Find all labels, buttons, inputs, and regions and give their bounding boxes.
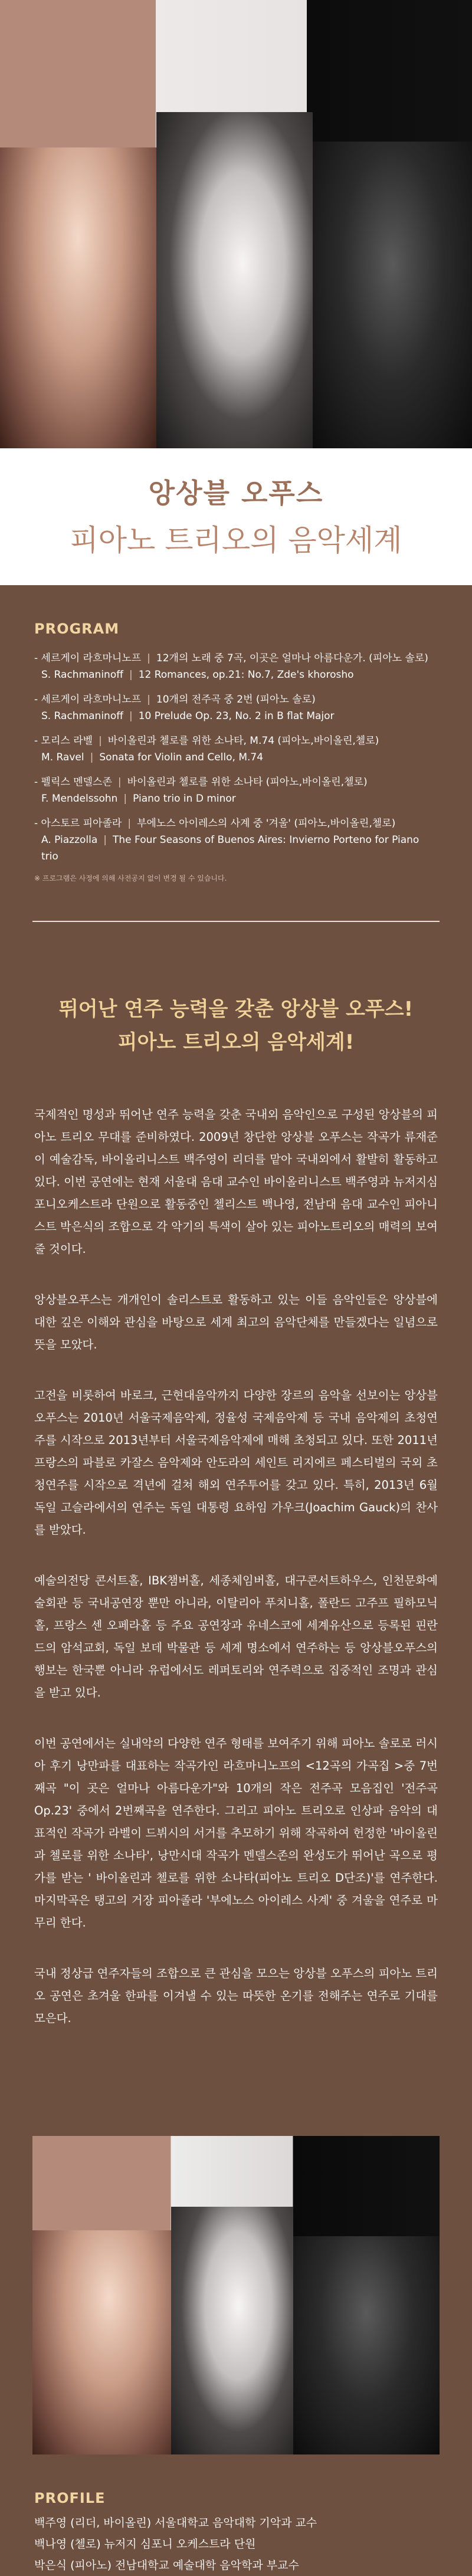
separator: | <box>147 652 150 664</box>
program-heading: PROGRAM <box>34 621 120 637</box>
ensemble-photo <box>32 2136 440 2454</box>
profile-line: 박은식 (피아노) 전남대학교 예술대학 음악학과 부교수 <box>34 2559 299 2572</box>
body-paragraph: 국내 정상급 연주자들의 조합으로 큰 관심을 모으는 앙상블 오푸스의 피아노 트리오 공연은 초겨울 한파를 이겨낼 수 있는 따뜻한 온기를 전해주는 연주로 기대를 모은다. <box>34 1967 438 2025</box>
separator: | <box>147 694 150 705</box>
separator: | <box>129 710 133 722</box>
concert-subtitle: 피아노 트리오의 음악세계 <box>70 523 402 557</box>
body-paragraph: 고전을 비롯하여 바로크, 근현대음악까지 다양한 장르의 음악을 선보이는 앙상블오푸스는 2010년 서울국제음악제, 정율성 국제음악제 등 국내 음악제의 초청연주를 시작으로 2013년부터 서울국제음악제에 매해 초청되고 있다. 또한 2011년 프랑스의 파블로 카잘스 음악제와 안도라의 세인트 리지에르 페스티벌의 국외 초청연주를 시작으로 격년에 걸쳐 해외 연주투어를 갖고 있다. 특히, 2013년 6월 독일 고슬라에서의 연주는 독일 대통령 요하임 가우크(Joachim Gauck)의 찬사를 받았다. <box>34 1389 438 1537</box>
title-band <box>0 448 472 585</box>
violinist-portrait <box>32 2230 171 2454</box>
program-composer-ko: - 세르게이 라흐마니노프 <box>34 694 142 705</box>
cellist-portrait <box>171 2207 293 2454</box>
headline-line-2: 피아노 트리오의 음악세계! <box>117 1031 355 1054</box>
separator: | <box>117 776 122 788</box>
violinist-portrait <box>0 147 156 448</box>
pianist-portrait <box>313 142 472 448</box>
profile-section <box>0 2454 472 2576</box>
program-work-en: 12 Romances, op.21: No.7, Zde's khorosho <box>138 669 354 681</box>
profile-heading: PROFILE <box>34 2490 106 2506</box>
program-composer-en: S. Rachmaninoff <box>41 710 123 722</box>
program-work-en: Piano trio in D minor <box>133 793 236 805</box>
program-item <box>34 815 438 865</box>
program-item <box>34 691 438 724</box>
intro-body <box>0 1104 472 2030</box>
program-composer-ko: - 펠릭스 멘델스존 <box>34 776 112 788</box>
body-paragraph: 예술의전당 콘서트홀, IBK챔버홀, 세종체임버홀, 대구콘서트하우스, 인천문화예술회관 등 국내공연장 뿐만 아니라, 이탈리아 푸치니홀, 폴란드 고주프 필하모닉홀, 프랑스 센 오페라홀 등 주요 공연장과 유네스코에 세계유산으로 등록된 핀란드의 암석교회, 독일 보데 박물관 등 세계 명소에서 연주하는 등 앙상블오푸스의 행보는 한국뿐 아니라 유럽에서도 레퍼토리와 연주력으로 집중적인 조명과 관심을 받고 있다. <box>34 1574 438 1699</box>
separator: | <box>99 735 102 747</box>
separator: | <box>90 752 94 763</box>
separator: | <box>129 669 133 681</box>
program-section <box>0 585 472 883</box>
program-work-en: Sonata for Violin and Cello, M.74 <box>99 752 264 763</box>
program-change-note: ※ 프로그램은 사정에 의해 사전공지 없이 변경 될 수 있습니다. <box>34 874 227 882</box>
program-composer-ko: - 세르게이 라흐마니노프 <box>34 652 142 664</box>
intro-headline <box>0 993 472 1059</box>
program-work-ko: 12개의 노래 중 7곡, 이곳은 얼마나 아름다운가. (피아노 솔로) <box>156 652 428 664</box>
program-work-ko: 바이올린과 첼로를 위한 소나타, M.74 (피아노,바이올린,첼로) <box>107 735 379 747</box>
headline-line-1: 뛰어난 연주 능력을 갖춘 앙상블 오푸스! <box>58 997 414 1021</box>
program-work-ko: 바이올린과 첼로를 위한 소나타 (피아노,바이올린,첼로) <box>127 776 368 788</box>
body-paragraph: 앙상블오푸스는 개개인이 솔리스트로 활동하고 있는 이들 음악인들은 앙상블에 대한 깊은 이해와 관심을 바탕으로 세계 최고의 음악단체를 만들겠다는 일념으로 뜻을 모았다. <box>34 1293 438 1351</box>
separator: | <box>123 793 127 805</box>
section-divider <box>32 921 440 922</box>
program-work-ko: 10개의 전주곡 중 2번 (피아노 솔로) <box>156 694 316 705</box>
program-composer-ko: - 아스토르 피아졸라 <box>34 818 122 829</box>
program-composer-en: F. Mendelssohn <box>41 793 118 805</box>
program-composer-en: S. Rachmaninoff <box>41 669 123 681</box>
program-item <box>34 733 438 766</box>
program-work-en: The Four Seasons of Buenos Aires: Invierno Porteno for Piano trio <box>41 834 419 862</box>
profile-line: 백주영 (리더, 바이올린) 서울대학교 음악대학 기악과 교수 <box>34 2516 317 2529</box>
body-paragraph: 이번 공연에서는 실내악의 다양한 연주 형태를 보여주기 위해 피아노 솔로로 러시아 후기 낭만파를 대표하는 작곡가인 라흐마니노프의 <12곡의 가곡집 >중 7번째곡 "이 곳은 얼마나 아름다운가"와 10개의 작은 전주곡 모음집인 '전주곡 Op.23' 중에서 2번째곡을 연주한다. 그리고 피아노 트리오로 인상파 음악의 대표적인 작곡가 라벨이 드뷔시의 서거를 추모하기 위해 작곡하여 헌정한 '바이올린과 첼로를 위한 소나타', 낭만시대 작곡가 멘델스존의 완성도가 뛰어난 곡으로 평가를 받는 ' 바이올린과 첼로를 위한 소나타(피아노 트리오 D단조)'를 연주한다. 마지막곡은 탱고의 거장 피아졸라 '부에노스 아이레스 사계' 중 겨울을 연주로 마무리 한다. <box>34 1737 438 1929</box>
separator: | <box>103 834 107 846</box>
program-composer-ko: - 모리스 라벨 <box>34 735 93 747</box>
separator: | <box>127 818 132 829</box>
program-work-en: 10 Prelude Op. 23, No. 2 in B flat Major <box>138 710 335 722</box>
program-work-ko: 부에노스 아이레스의 사계 중 '겨울' (피아노,바이올린,첼로) <box>137 818 396 829</box>
program-item <box>34 774 438 807</box>
program-composer-en: A. Piazzolla <box>41 834 98 846</box>
profile-line: 백나영 (첼로) 뉴저지 심포니 오케스트라 단원 <box>34 2538 256 2551</box>
cellist-portrait <box>156 112 313 448</box>
hero-photo <box>0 0 472 448</box>
program-composer-en: M. Ravel <box>41 752 84 763</box>
ensemble-title: 앙상블 오푸스 <box>148 477 324 509</box>
program-item <box>34 650 438 683</box>
body-paragraph: 국제적인 명성과 뛰어난 연주 능력을 갖춘 국내외 음악인으로 구성된 앙상블의 피아노 트리오 무대를 준비하였다. 2009년 창단한 앙상블 오푸스는 작곡가 류재준이 예술감독, 바이올리니스트 백주영이 리더를 맡아 국내외에서 활발히 활동하고 있다. 이번 공연에는 현재 서울대 음대 교수인 바이올리니스트 백주영과 뉴저지심포니오케스트라 단원으로 활동중인 첼리스트 백나영, 전남대 음대 교수인 피아니스트 박은식의 조합으로 각 악기의 특색이 살아 있는 피아노트리오의 매력의 보여줄 것이다. <box>34 1108 438 1256</box>
pianist-portrait <box>293 2236 440 2454</box>
